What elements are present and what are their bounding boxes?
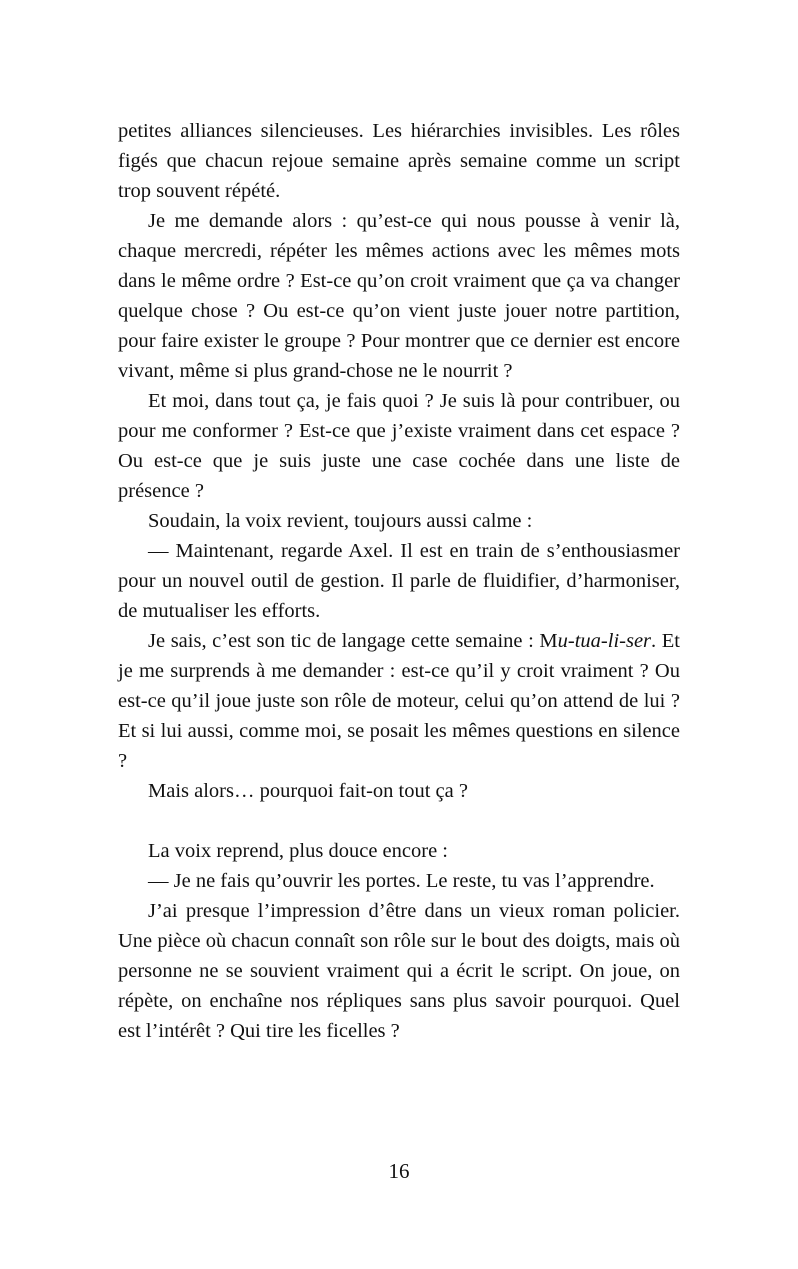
- paragraph-1: petites alliances silencieuses. Les hiérarchies invisibles. Les rôles figés que chacun rejoue semaine après semaine comme un script trop souvent répété.: [118, 120, 680, 202]
- paragraph-6-after: . Et je me surprends à me demander : est-ce qu’il y croit vraiment ? Ou est-ce qu’il joue juste son rôle de moteur, celui qu’on attend de lui ? Et si lui aussi, comme moi, se posait les mêmes questions en silence ?: [118, 630, 680, 772]
- paragraph-6-before: Je sais, c’est son tic de langage cette semaine : M: [148, 630, 558, 652]
- paragraph-8: La voix reprend, plus douce encore :: [148, 840, 448, 862]
- page-number: 16: [388, 1159, 410, 1183]
- paragraph-7: Mais alors… pourquoi fait-on tout ça ?: [148, 780, 468, 802]
- paragraph-6-emphasis: u-tua-li-ser: [557, 630, 652, 652]
- paragraph-2: Je me demande alors : qu’est-ce qui nous pousse à venir là, chaque mercredi, répéter les mêmes actions avec les mêmes mots dans le même ordre ? Est-ce qu’on croit vraiment que ça va changer quelque chose ? Ou est-ce qu’on vient juste jouer notre partition, pour faire exister le groupe ? Pour montrer que ce dernier est encore vivant, même si plus grand-chose ne le nourrit ?: [118, 210, 680, 382]
- section-break: [118, 806, 680, 836]
- body-text: [118, 116, 680, 1046]
- paragraph-9-dialogue: — Je ne fais qu’ouvrir les portes. Le reste, tu vas l’apprendre.: [148, 870, 655, 892]
- paragraph-4: Soudain, la voix revient, toujours aussi calme :: [148, 510, 533, 532]
- paragraph-10: J’ai presque l’impression d’être dans un vieux roman policier. Une pièce où chacun connaît son rôle sur le bout des doigts, mais où personne ne se souvient vraiment qui a écrit le script. On joue, on répète, on enchaîne nos répliques sans plus savoir pourquoi. Quel est l’intérêt ? Qui tire les ficelles ?: [118, 900, 680, 1042]
- paragraph-6: [118, 626, 680, 776]
- paragraph-3: Et moi, dans tout ça, je fais quoi ? Je suis là pour contribuer, ou pour me conformer ? Est-ce que j’existe vraiment dans cet espace ? Ou est-ce que je suis juste une case cochée dans une liste de présence ?: [118, 390, 680, 502]
- paragraph-5-dialogue: — Maintenant, regarde Axel. Il est en train de s’enthousiasmer pour un nouvel outil de gestion. Il parle de fluidifier, d’harmoniser, de mutualiser les efforts.: [118, 540, 680, 622]
